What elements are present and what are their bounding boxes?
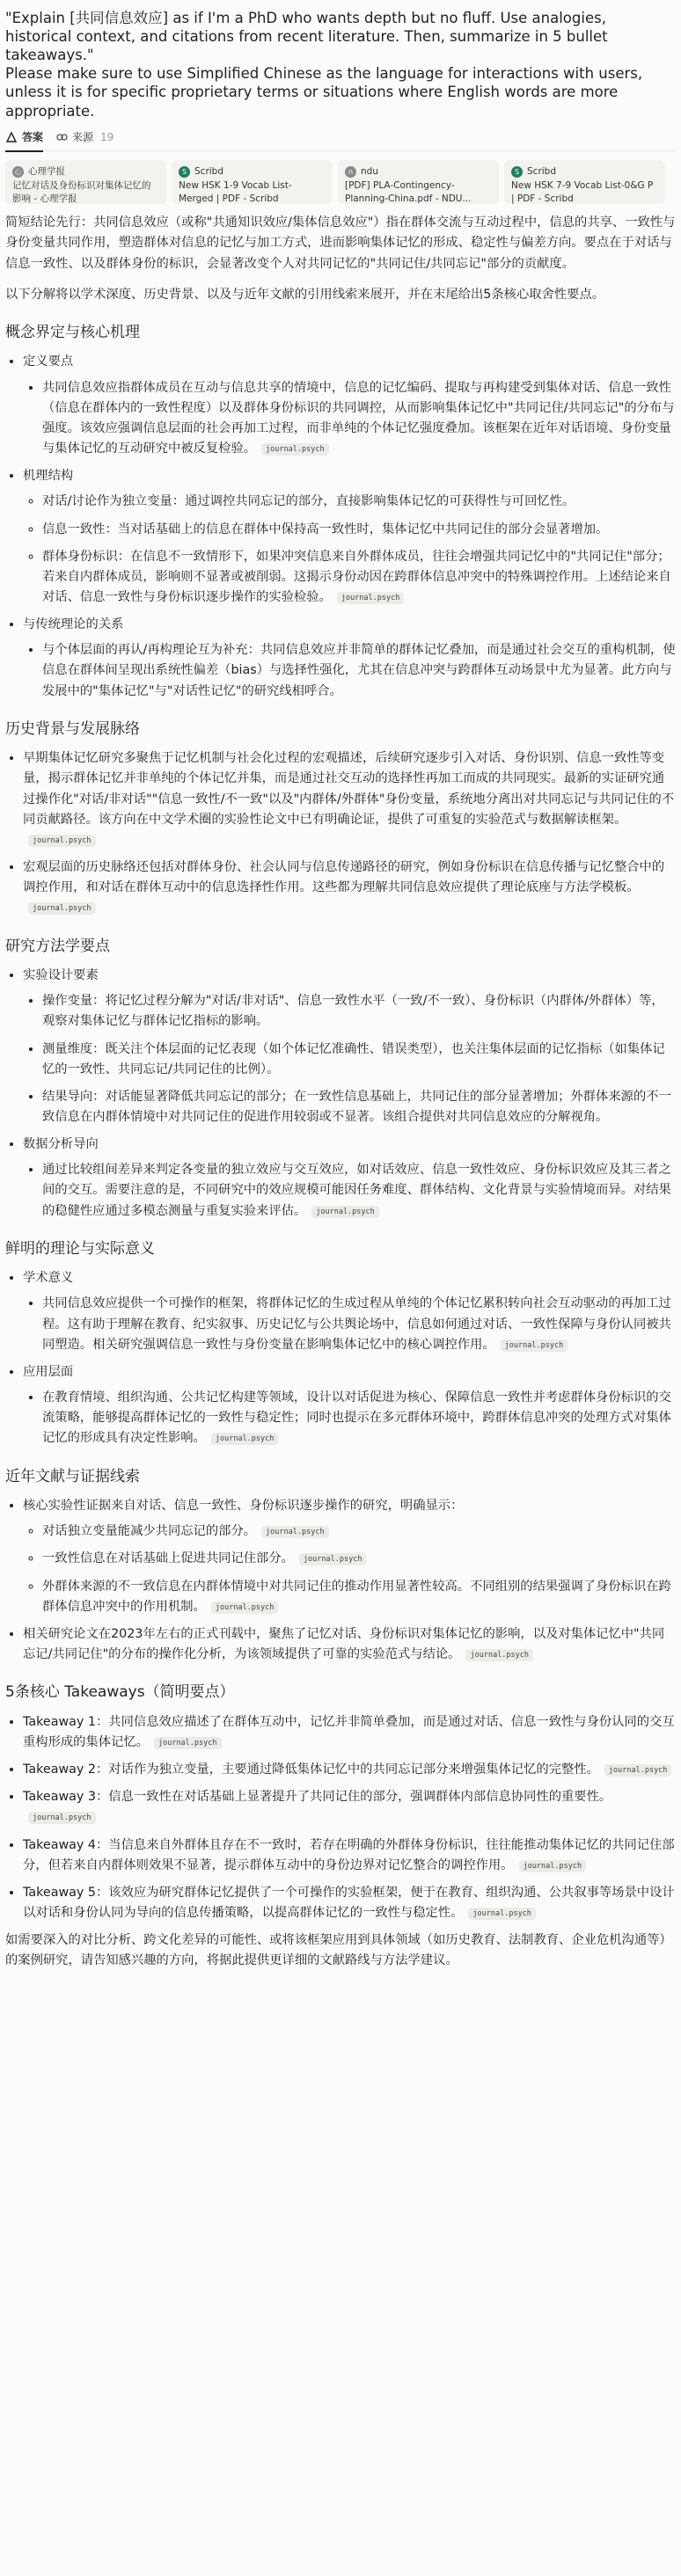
takeaway-item bbox=[23, 1760, 676, 1780]
favicon-icon: S bbox=[179, 166, 190, 178]
list-item bbox=[42, 1388, 676, 1449]
answer-icon bbox=[5, 131, 18, 143]
list-item bbox=[23, 748, 676, 850]
list-item bbox=[23, 1268, 676, 1355]
item-text: 信息一致性：当对话基础上的信息在群体中保持高一致性时，集体记忆中共同记住的部分会显著增加。 bbox=[42, 522, 609, 536]
subheading: 机理结构 bbox=[23, 469, 74, 484]
subheading: 与传统理论的关系 bbox=[23, 617, 124, 632]
citation-chip[interactable]: journal.psych bbox=[211, 1433, 279, 1445]
list-item bbox=[42, 378, 676, 460]
item-text: 结果导向：对话能显著降低共同忘记的部分；在一致性信息基础上，共同记住的部分显著增加；外群体来源的不一致信息在内群体情境中对共同记住的促进作用较弱或不显著。该组合提供对共同信息效应的分解视角。 bbox=[42, 1089, 671, 1124]
list-item bbox=[42, 1087, 676, 1127]
section-heading: 研究方法学要点 bbox=[5, 937, 110, 955]
citation-chip[interactable]: journal.psych bbox=[28, 835, 96, 847]
item-text: Takeaway 3：信息一致性在对话基础上显著提升了共同记住的部分，强调群体内部信息协同性的重要性。 bbox=[23, 1790, 612, 1805]
list-item bbox=[23, 1496, 676, 1617]
list-item bbox=[23, 466, 676, 608]
subheading: 实验设计要素 bbox=[23, 968, 99, 983]
citation-chip[interactable]: journal.psych bbox=[261, 443, 329, 456]
source-cards bbox=[5, 160, 676, 204]
list-item bbox=[42, 520, 676, 540]
tab-sources[interactable] bbox=[55, 129, 114, 146]
source-card[interactable] bbox=[504, 160, 665, 204]
source-site-name: Scribd bbox=[194, 166, 224, 178]
list-item bbox=[42, 1040, 676, 1080]
item-text: 早期集体记忆研究多聚焦于记忆机制与社会化过程的宏观描述，后续研究逐步引入对话、身份识别、信息一致性等变量，揭示群体记忆并非单纯的个体记忆并集，而是通过社交互动的选择性再加工而成的共同现实。最新的实证研究通过操作化"对话/非对话""信息一致性/不一致"以及"内群体/外群体"身份变量，系统地分离出对共同忘记与共同记住的不同贡献路径。该方向在中文学术圈的实验性论文中已有明确论证，提供了可重复的实验范式与数据解读框架。 bbox=[23, 751, 675, 827]
tab-answer-label: 答案 bbox=[22, 130, 44, 143]
list-item bbox=[23, 615, 676, 702]
item-text: 对话/讨论作为独立变量：通过调控共同忘记的部分，直接影响集体记忆的可获得性与可回忆性。 bbox=[42, 494, 575, 509]
citation-chip[interactable]: journal.psych bbox=[604, 1764, 672, 1777]
source-title: New HSK 1-9 Vocab List-Merged | PDF - Scribd bbox=[179, 180, 292, 204]
takeaway-item bbox=[23, 1835, 676, 1876]
item-text: 一致性信息在对话基础上促进共同记住部分。 bbox=[42, 1551, 294, 1566]
citation-chip[interactable]: journal.psych bbox=[501, 1339, 568, 1352]
user-query bbox=[5, 9, 676, 120]
list-item bbox=[42, 1549, 676, 1569]
item-text: 共同信息效应指群体成员在互动与信息共享的情境中，信息的记忆编码、提取与再构建受到集体对话、信息一致性（信息在群体内的一致性程度）以及群体身份标识的共同调控，从而影响集体记忆中"共同记住/共同忘记"的分布与强度。该效应强调信息层面的社会再加工过程，而非单纯的个体记忆强度叠加。该框架在近年对话语境、身份变量与集体记忆的互动研究中被反复检验。 bbox=[42, 380, 675, 456]
source-card[interactable] bbox=[172, 160, 333, 204]
source-site-name: Scribd bbox=[527, 166, 557, 178]
list-item bbox=[42, 547, 676, 608]
section-heading: 历史背景与发展脉络 bbox=[5, 719, 140, 738]
sources-icon bbox=[55, 131, 68, 143]
subheading: 定义要点 bbox=[23, 354, 74, 369]
tab-sources-label: 来源 bbox=[72, 130, 94, 143]
citation-chip[interactable]: journal.psych bbox=[154, 1737, 222, 1749]
item-text: 对话独立变量能减少共同忘记的部分。 bbox=[42, 1524, 257, 1539]
item-text: 在教育情境、组织沟通、公共记忆构建等领域，设计以对话促进为核心、保障信息一致性并考虑群体身份标识的交流策略，能够提高群体记忆的一致性与稳定性；同时也提示在多元群体环境中，跨群体信息冲突的处理方式对集体记忆的形成具有决定性影响。 bbox=[42, 1390, 671, 1446]
citation-chip[interactable]: journal.psych bbox=[519, 1860, 587, 1872]
list-item bbox=[23, 1135, 676, 1222]
subheading: 学术意义 bbox=[23, 1271, 74, 1286]
section-heading: 近年文献与证据线索 bbox=[5, 1467, 140, 1485]
citation-chip[interactable]: journal.psych bbox=[28, 902, 96, 915]
item-text: Takeaway 2：对话作为独立变量，主要通过降低集体记忆中的共同忘记部分来增强集体记忆的完整性。 bbox=[23, 1762, 599, 1777]
citation-chip[interactable]: journal.psych bbox=[468, 1908, 536, 1920]
citation-chip[interactable]: journal.psych bbox=[465, 1649, 533, 1661]
favicon-icon: 心 bbox=[12, 166, 24, 178]
list-item bbox=[42, 1522, 676, 1542]
source-title: 记忆对话及身份标识对集体记忆的影响 - 心理学报 bbox=[12, 180, 151, 204]
list-item bbox=[23, 1624, 676, 1665]
citation-chip[interactable]: journal.psych bbox=[299, 1553, 367, 1565]
source-site bbox=[345, 165, 492, 178]
item-text: 通过比较组间差异来判定各变量的独立效应与交互效应，如对话效应、信息一致性效应、身份标识效应及其三者之间的交互。需要注意的是，不同研究中的效应规模可能因任务难度、群体结构、文化背景与实验情境而异。对结果的稳健性应通过多模态测量与重复实验来评估。 bbox=[42, 1163, 671, 1218]
item-text: 核心实验性证据来自对话、信息一致性、身份标识逐步操作的研究，明确显示： bbox=[23, 1499, 464, 1514]
item-text: 操作变量：将记忆过程分解为"对话/非对话"、信息一致性水平（一致/不一致）、身份标识（内群体/外群体）等，观察对集体记忆与群体记忆指标的影响。 bbox=[42, 994, 664, 1029]
item-text: 宏观层面的历史脉络还包括对群体身份、社会认同与信息传递路径的研究，例如身份标识在信息传播与记忆整合中的调控作用，和对话在群体互动中的信息选择性作用。这些都为理解共同信息效应提供了理论底座与方法学模板。 bbox=[23, 860, 665, 895]
subheading: 数据分析导向 bbox=[23, 1137, 99, 1152]
outro-paragraph: 如需要深入的对比分析、跨文化差异的可能性、或将该框架应用到具体领域（如历史教育、法制教育、企业危机沟通等）的案例研究，请告知感兴趣的方向，将据此提供更详细的文献路线与方法学建议。 bbox=[5, 1933, 672, 1968]
source-site-name: ndu bbox=[361, 166, 378, 178]
answer-body bbox=[5, 213, 676, 1971]
section-heading: 概念界定与核心机理 bbox=[5, 323, 140, 341]
tab-answer[interactable] bbox=[5, 129, 43, 153]
intro-paragraph-2: 以下分解将以学术深度、历史背景、以及与近年文献的引用线索来展开，并在末尾给出5条核心取舍性要点。 bbox=[5, 287, 605, 302]
item-text: Takeaway 1：共同信息效应描述了在群体互动中，记忆并非简单叠加，而是通过对话、信息一致性与身份认同的交互重构形成的集体记忆。 bbox=[23, 1714, 675, 1749]
item-text: 共同信息效应提供一个可操作的框架，将群体记忆的生成过程从单纯的个体记忆累积转向社会互动驱动的再加工过程。这有助于理解在教育、纪实叙事、历史记忆与公共舆论场中，信息如何通过对话、一致性保障与身份认同被共同塑造。相关研究强调信息一致性与身份变量在影响集体记忆中的核心调控作用。 bbox=[42, 1296, 671, 1352]
item-text: 与个体层面的再认/再构理论互为补充：共同信息效应并非简单的群体记忆叠加，而是通过社会交互的重构机制，使信息在群体间呈现出系统性偏差（bias）与选择性强化，尤其在信息冲突与跨群体互动场景中尤为显著。此方向与发展中的"集体记忆"与"对话性记忆"的研究线相呼合。 bbox=[42, 643, 676, 698]
favicon-icon: n bbox=[345, 166, 356, 178]
query-line-1: "Explain [共同信息效应] as if I'm a PhD who wants depth but no fluff. Use analogies, historical context, and citations from recent literature. Then, summarize in 5 bullet takeaways." bbox=[5, 10, 608, 64]
source-card[interactable] bbox=[5, 160, 166, 204]
list-item bbox=[42, 1577, 676, 1617]
answer-tabs bbox=[5, 129, 676, 152]
source-title: New HSK 7-9 Vocab List-0&G P | PDF - Scribd bbox=[511, 180, 654, 204]
item-text: 群体身份标识：在信息不一致情形下，如果冲突信息来自外群体成员，往往会增强共同记忆中的"共同记住"部分；若来自内群体成员，影响则不显著或被削弱。这揭示身份动因在跨群体信息冲突中的特殊调控作用。上述结论来自对话、信息一致性与身份标识逐步操作的实验检验。 bbox=[42, 549, 671, 604]
list-item bbox=[23, 1362, 676, 1449]
list-item bbox=[23, 352, 676, 459]
item-text: Takeaway 5：该效应为研究群体记忆提供了一个可操作的实验框架，便于在教育、组织沟通、公共叙事等场景中设计以对话和身份认同为导向的信息传播策略，以提高群体记忆的一致性与稳定性。 bbox=[23, 1885, 675, 1920]
source-site-name: 心理学报 bbox=[28, 166, 65, 178]
list-item bbox=[42, 1160, 676, 1221]
citation-chip[interactable]: journal.psych bbox=[28, 1812, 96, 1824]
citation-chip[interactable]: journal.psych bbox=[311, 1206, 379, 1218]
item-text: 相关研究论文在2023年左右的正式刊载中，聚焦了记忆对话、身份标识对集体记忆的影响，以及对集体记忆中"共同忘记/共同记住"的分布的操作化分析，为该领域提供了可靠的实验范式与结论。 bbox=[23, 1626, 665, 1662]
source-title: [PDF] PLA-Contingency-Planning-China.pdf - NDU... bbox=[345, 180, 472, 204]
list-item bbox=[42, 640, 676, 701]
citation-chip[interactable]: journal.psych bbox=[337, 592, 405, 604]
citation-chip[interactable]: journal.psych bbox=[261, 1526, 329, 1538]
item-text: 测量维度：既关注个体层面的记忆表现（如个体记忆准确性、错误类型），也关注集体层面的记忆指标（如集体记忆的一致性、共同忘记/共同记住的比例）。 bbox=[42, 1041, 665, 1076]
takeaway-item bbox=[23, 1787, 676, 1828]
list-item bbox=[42, 1294, 676, 1354]
query-line-2: Please make sure to use Simplified Chinese as the language for interactions with users, unless it is for specific proprietary terms or situations where English words are more appropriate. bbox=[5, 65, 643, 120]
favicon-icon: S bbox=[511, 166, 523, 178]
subheading: 应用层面 bbox=[23, 1364, 74, 1379]
citation-chip[interactable]: journal.psych bbox=[211, 1602, 279, 1614]
list-item bbox=[23, 857, 676, 918]
takeaway-item bbox=[23, 1883, 676, 1923]
source-site bbox=[511, 165, 658, 178]
item-text: Takeaway 4：当信息来自外群体且存在不一致时，若存在明确的外群体身份标识，往往能推动集体记忆的共同记住部分，但若来自内群体则效果不显著，提示群体互动中的身份边界对记忆整合的调控作用。 bbox=[23, 1837, 675, 1872]
intro-paragraph: 简短结论先行：共同信息效应（或称"共通知识效应/集体信息效应"）指在群体交流与互动过程中，信息的共享、一致性与身份变量共同作用，塑造群体对信息的记忆与加工方式，进而影响集体记忆的形成、稳定性与偏差方向。要点在于对话与信息一致性、以及群体身份的标识，会显著改变个人对共同记忆的"共同记住/共同忘记"部分的贡献度。 bbox=[5, 215, 676, 271]
takeaway-item bbox=[23, 1712, 676, 1753]
section-heading: 5条核心 Takeaways（简明要点） bbox=[5, 1683, 235, 1702]
list-item bbox=[42, 991, 676, 1032]
list-item bbox=[42, 492, 676, 512]
list-item bbox=[23, 966, 676, 1127]
sources-count: 19 bbox=[100, 130, 114, 143]
source-site bbox=[179, 165, 326, 178]
section-heading: 鲜明的理论与实际意义 bbox=[5, 1239, 155, 1258]
source-site bbox=[12, 165, 159, 178]
source-card[interactable] bbox=[338, 160, 499, 204]
item-text: 外群体来源的不一致信息在内群体情境中对共同记住的推动作用显著性较高。不同组别的结果强调了身份标识在跨群体信息冲突中的作用机制。 bbox=[42, 1579, 671, 1614]
